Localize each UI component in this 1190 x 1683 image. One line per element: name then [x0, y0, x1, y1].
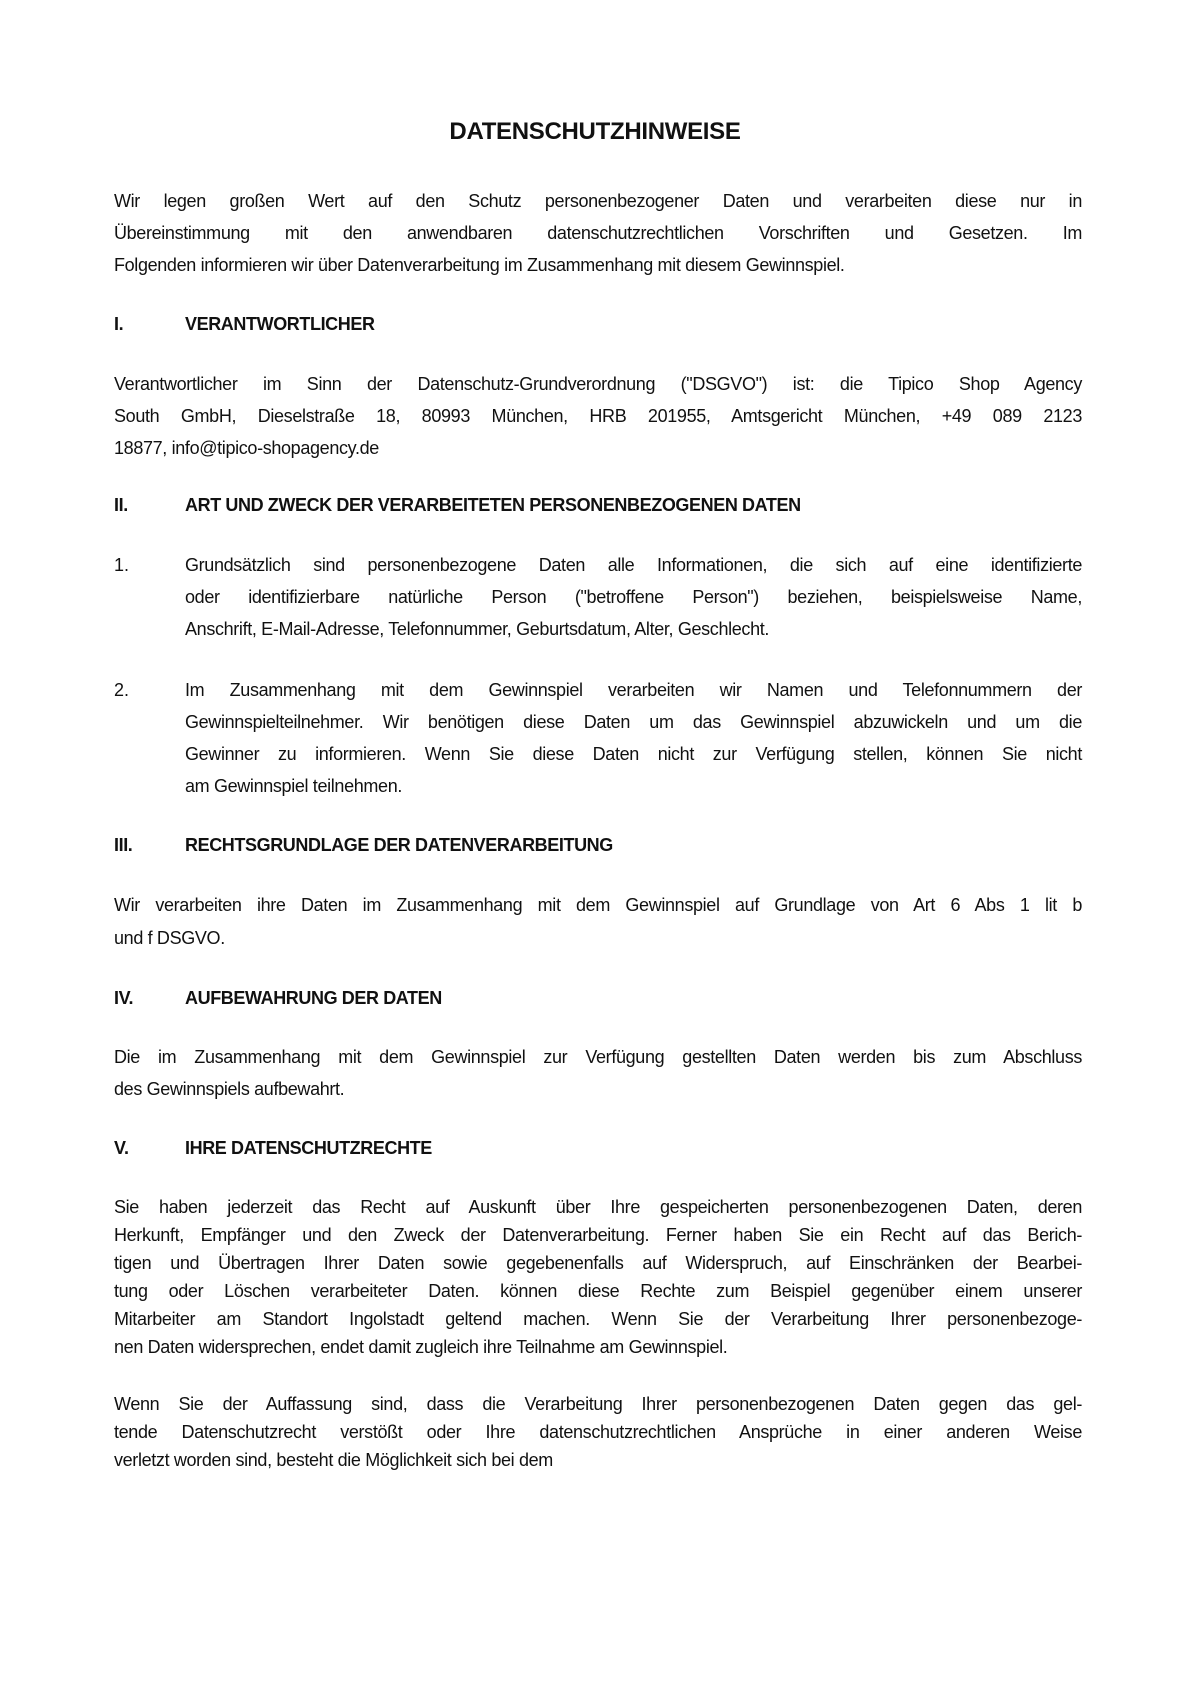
- section-number: I.: [114, 314, 124, 334]
- paragraph-line: des Gewinnspiels aufbewahrt.: [114, 1079, 345, 1099]
- section-heading: [114, 1136, 432, 1160]
- paragraph-line: tigen und Übertragen Ihrer Daten sowie gegebenenfalls auf Widerspruch, auf Einschränken der Bearbei-: [114, 1253, 1082, 1273]
- section-number: V.: [114, 1138, 129, 1158]
- list-item-line: Im Zusammenhang mit dem Gewinnspiel verarbeiten wir Namen und Telefonnummern der: [185, 680, 1082, 700]
- intro-line: Übereinstimmung mit den anwendbaren datenschutzrechtlichen Vorschriften und Gesetzen. Im: [114, 223, 1082, 243]
- paragraph-line: tende Datenschutzrecht verstößt oder Ihre datenschutzrechtlichen Ansprüche in einer anderen Weise: [114, 1422, 1082, 1442]
- paragraph-line: Die im Zusammenhang mit dem Gewinnspiel zur Verfügung gestellten Daten werden bis zum Abschluss: [114, 1047, 1082, 1067]
- section-number: IV.: [114, 988, 134, 1008]
- list-item-line: Anschrift, E-Mail-Adresse, Telefonnummer, Geburtsdatum, Alter, Geschlecht.: [185, 619, 770, 639]
- section-title: IHRE DATENSCHUTZRECHTE: [185, 1138, 432, 1158]
- paragraph-line: und f DSGVO.: [114, 928, 225, 948]
- paragraph-line: tung oder Löschen verarbeiteter Daten. können diese Rechte zum Beispiel gegenüber einem unserer: [114, 1281, 1082, 1301]
- list-item-line: Gewinner zu informieren. Wenn Sie diese Daten nicht zur Verfügung stellen, können Sie nicht: [185, 744, 1082, 764]
- list-item-line: oder identifizierbare natürliche Person ("betroffene Person") beziehen, beispielsweise Name,: [185, 587, 1082, 607]
- section-heading: [114, 493, 801, 517]
- section-title: ART UND ZWECK DER VERARBEITETEN PERSONENBEZOGENEN DATEN: [185, 495, 801, 515]
- section-title: AUFBEWAHRUNG DER DATEN: [185, 988, 442, 1008]
- paragraph-line: Verantwortlicher im Sinn der Datenschutz-Grundverordnung ("DSGVO") ist: die Tipico Shop Agency: [114, 374, 1082, 394]
- paragraph-line: South GmbH, Dieselstraße 18, 80993 München, HRB 201955, Amtsgericht München, +49 089 2123: [114, 406, 1082, 426]
- paragraph-line: nen Daten widersprechen, endet damit zugleich ihre Teilnahme am Gewinnspiel.: [114, 1337, 728, 1357]
- list-item-line: am Gewinnspiel teilnehmen.: [185, 776, 403, 796]
- paragraph-line: Wir verarbeiten ihre Daten im Zusammenhang mit dem Gewinnspiel auf Grundlage von Art 6 Abs 1 lit b: [114, 895, 1082, 915]
- section-heading: [114, 986, 442, 1010]
- list-item-line: Grundsätzlich sind personenbezogene Daten alle Informationen, die sich auf eine identifizierte: [185, 555, 1082, 575]
- list-item-number: 2.: [114, 680, 130, 700]
- list-item-number: 1.: [114, 555, 130, 575]
- section-number: III.: [114, 835, 133, 855]
- paragraph-line: Herkunft, Empfänger und den Zweck der Datenverarbeitung. Ferner haben Sie ein Recht auf das Berich-: [114, 1225, 1082, 1245]
- list-item-line: Gewinnspielteilnehmer. Wir benötigen diese Daten um das Gewinnspiel abzuwickeln und um die: [185, 712, 1082, 732]
- paragraph-line: Mitarbeiter am Standort Ingolstadt geltend machen. Wenn Sie der Verarbeitung Ihrer personenbezoge-: [114, 1309, 1082, 1329]
- paragraph-line: Sie haben jederzeit das Recht auf Auskunft über Ihre gespeicherten personenbezogenen Daten, deren: [114, 1197, 1082, 1217]
- document-title: DATENSCHUTZHINWEISE: [449, 118, 741, 145]
- section-title: VERANTWORTLICHER: [185, 314, 375, 334]
- section-number: II.: [114, 495, 128, 515]
- paragraph-line: Wenn Sie der Auffassung sind, dass die Verarbeitung Ihrer personenbezogenen Daten gegen das gel-: [114, 1394, 1082, 1414]
- section-heading: [114, 312, 375, 336]
- intro-line: Wir legen großen Wert auf den Schutz personenbezogener Daten und verarbeiten diese nur in: [114, 191, 1082, 211]
- intro-line: Folgenden informieren wir über Datenverarbeitung im Zusammenhang mit diesem Gewinnspiel.: [114, 255, 845, 275]
- paragraph-line: verletzt worden sind, besteht die Möglichkeit sich bei dem: [114, 1450, 553, 1470]
- section-title: RECHTSGRUNDLAGE DER DATENVERARBEITUNG: [185, 835, 613, 855]
- section-heading: [114, 833, 613, 857]
- paragraph-line-with-email: 18877, info@tipico-shopagency.de: [114, 438, 379, 458]
